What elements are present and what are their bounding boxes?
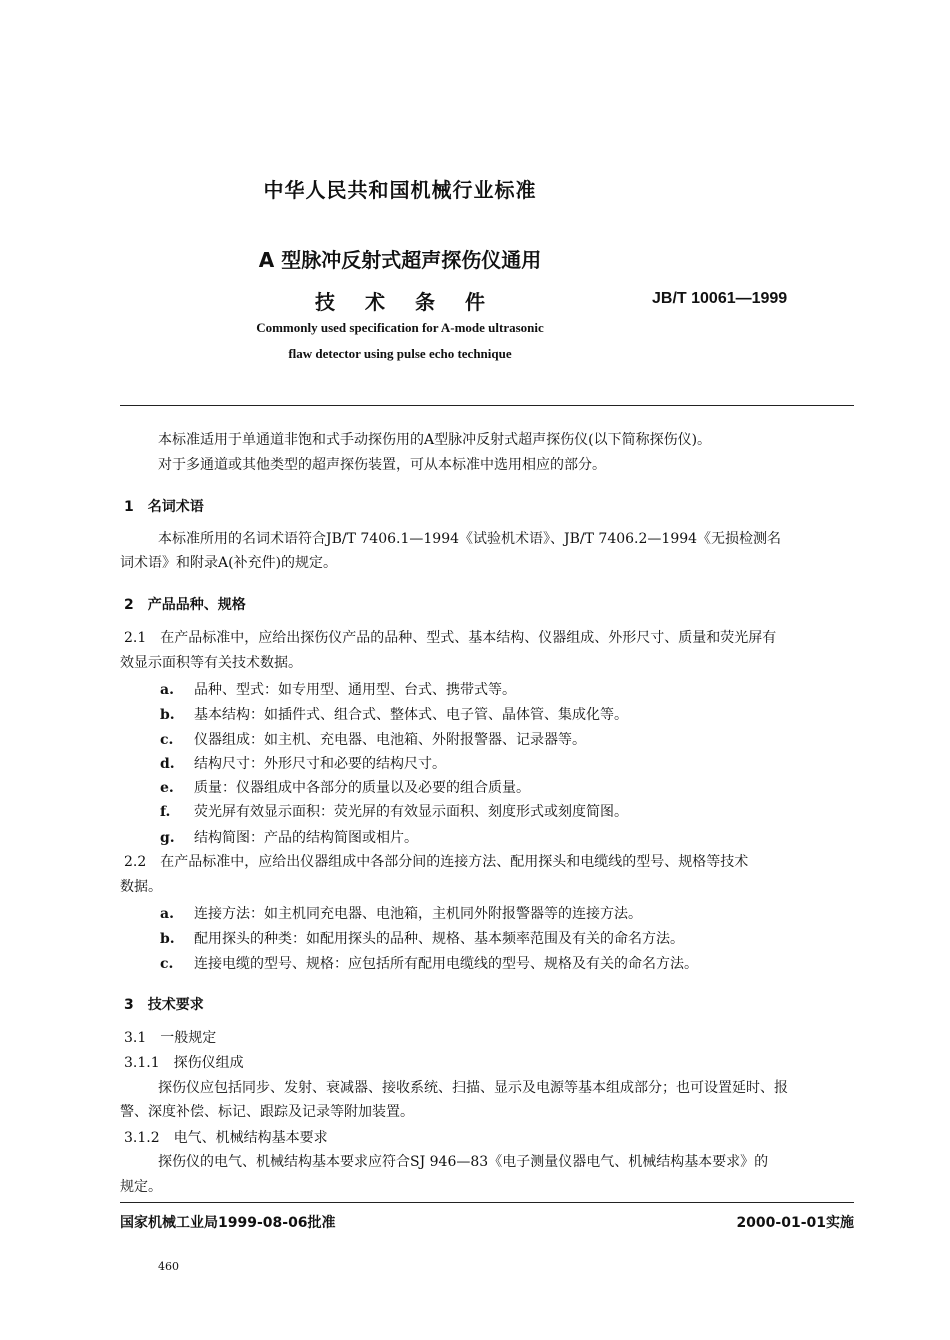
list-item [160,752,446,776]
org-standard-title: 中华人民共和国机械行业标准 [263,178,537,202]
standard-number: JB/T 10061—1999 [652,290,788,307]
section-3-1-heading: 3.1 一般规定 [124,1030,217,1046]
approval-date: 国家机械工业局1999-08-06批准 [120,1215,336,1231]
intro-paragraph-1: 本标准适用于单通道非饱和式手动探伤用的A型脉冲反射式超声探伤仪(以下简称探伤仪)。 [158,432,712,448]
list-item [160,776,530,800]
list-item-text: 质量：仪器组成中各部分的质量以及必要的组合质量。 [194,780,530,796]
list-item-text: 结构简图：产品的结构简图或相片。 [194,830,418,846]
footer-divider [120,1202,854,1203]
section-3-1-1-line1: 探伤仪应包括同步、发射、衰减器、接收系统、扫描、显示及电源等基本组成部分；也可设置延时、报 [158,1080,788,1096]
list-item-text: 基本结构：如插件式、组合式、整体式、电子管、晶体管、集成化等。 [194,707,628,723]
list-item-text: 仪器组成：如主机、充电器、电池箱、外附报警器、记录器等。 [194,732,586,748]
document-title-line1: A 型脉冲反射式超声探伤仪通用 [258,248,542,272]
intro-paragraph-2: 对于多通道或其他类型的超声探伤装置，可从本标准中选用相应的部分。 [158,457,606,473]
section-3-1-1-line2: 警、深度补偿、标记、跟踪及记录等附加装置。 [120,1104,414,1120]
section-3-1-1-heading: 3.1.1 探伤仪组成 [124,1055,244,1071]
list-item [160,800,628,824]
section-3-1-2-line1: 探伤仪的电气、机械结构基本要求应符合SJ 946—83《电子测量仪器电气、机械结构基本要求》的 [158,1154,769,1170]
header-divider [120,405,854,406]
list-item-letter: c. [160,956,174,972]
effective-date: 2000-01-01实施 [736,1215,854,1231]
section-1-line2: 词术语》和附录A(补充件)的规定。 [120,555,338,571]
list-item-letter: c. [160,732,174,748]
list-item-letter: b. [160,931,175,947]
list-item-text: 配用探头的种类：如配用探头的品种、规格、基本频率范围及有关的命名方法。 [194,931,684,947]
section-2-2-line2: 数据。 [120,879,162,895]
english-title-line2: flaw detector using pulse echo technique [288,346,512,361]
section-2-2-line1: 2.2 在产品标准中，应给出仪器组成中各部分间的连接方法、配用探头和电缆线的型号、规格等技术 [124,854,749,870]
list-item-letter: e. [160,780,174,796]
list-item-text: 连接方法：如主机同充电器、电池箱，主机同外附报警器等的连接方法。 [194,906,642,922]
section-1-heading: 1 名词术语 [124,499,204,515]
section-1-line1: 本标准所用的名词术语符合JB/T 7406.1—1994《试验机术语》、JB/T 7406.2—1994《无损检测名 [158,531,782,547]
list-item-letter: b. [160,707,175,723]
list-item [160,902,642,926]
document-title-line2: 技术条件 [315,290,515,314]
list-item-text: 结构尺寸：外形尺寸和必要的结构尺寸。 [194,756,446,772]
section-2-heading: 2 产品品种、规格 [124,597,246,613]
list-item-letter: a. [160,682,174,698]
section-2-1-line1: 2.1 在产品标准中，应给出探伤仪产品的品种、型式、基本结构、仪器组成、外形尺寸、质量和荧光屏有 [124,630,777,646]
list-item-text: 品种、型式：如专用型、通用型、台式、携带式等。 [194,682,516,698]
page-number: 460 [158,1260,179,1273]
list-item [160,678,516,702]
list-item [160,728,586,752]
section-3-1-2-heading: 3.1.2 电气、机械结构基本要求 [124,1130,328,1146]
english-title-line1: Commonly used specification for A-mode ultrasonic [256,320,544,335]
list-item-letter: g. [160,830,175,846]
section-3-1-2-line2: 规定。 [120,1179,162,1195]
section-2-1-line2: 效显示面积等有关技术数据。 [120,655,302,671]
list-item-letter: f. [160,804,171,820]
section-3-heading: 3 技术要求 [124,997,204,1013]
list-item [160,826,418,850]
list-item [160,952,698,976]
list-item-text: 荧光屏有效显示面积：荧光屏的有效显示面积、刻度形式或刻度简图。 [194,804,628,820]
list-item-text: 连接电缆的型号、规格：应包括所有配用电缆线的型号、规格及有关的命名方法。 [194,956,698,972]
list-item-letter: a. [160,906,174,922]
list-item [160,703,628,727]
list-item [160,927,684,951]
list-item-letter: d. [160,756,175,772]
